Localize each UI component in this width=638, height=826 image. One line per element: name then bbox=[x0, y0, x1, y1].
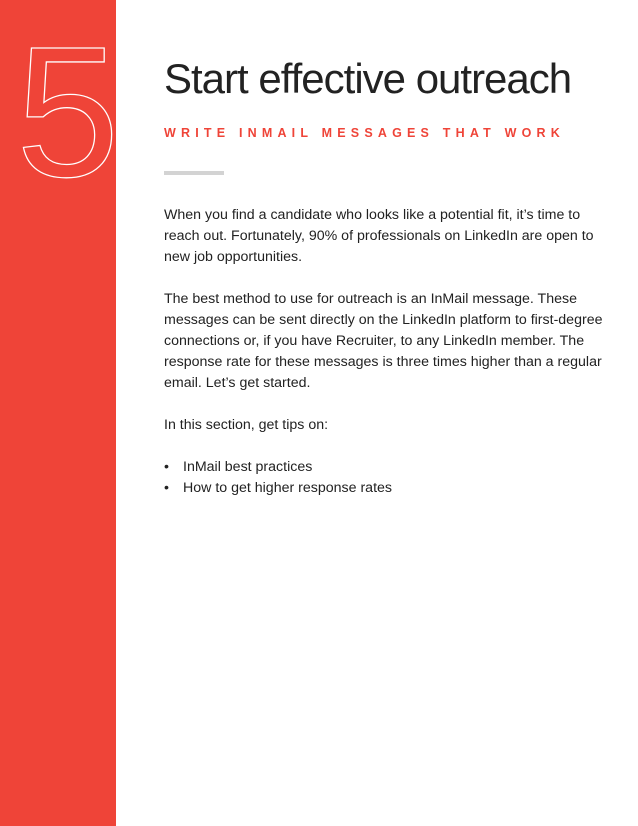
list-item-text: How to get higher response rates bbox=[183, 480, 392, 496]
divider-rule bbox=[164, 171, 224, 175]
page-subtitle: WRITE INMAIL MESSAGES THAT WORK bbox=[164, 126, 566, 140]
paragraph-inmail: The best method to use for outreach is an InMail message. These messages can be sent directly on the LinkedIn platform to first-degree connections or, if you have Recruiter, to any LinkedIn member. The response rate for these messages is three times higher than a regular email. Let’s get started. bbox=[164, 291, 603, 391]
paragraph-tips-lead: In this section, get tips on: bbox=[164, 417, 329, 433]
body-text bbox=[164, 205, 604, 499]
list-item bbox=[164, 478, 604, 499]
tips-list bbox=[164, 457, 604, 499]
paragraph-intro: When you find a candidate who looks like a potential fit, it’s time to reach out. Fortunately, 90% of professionals on LinkedIn are open to new job opportunities. bbox=[164, 207, 594, 265]
list-item bbox=[164, 457, 604, 478]
list-item-text: InMail best practices bbox=[183, 459, 313, 475]
page-title: Start effective outreach bbox=[164, 55, 572, 102]
chapter-sidebar bbox=[0, 0, 120, 826]
bullet-icon: • bbox=[164, 459, 169, 475]
bullet-icon: • bbox=[164, 480, 169, 496]
chapter-number: 5 bbox=[16, 9, 120, 216]
